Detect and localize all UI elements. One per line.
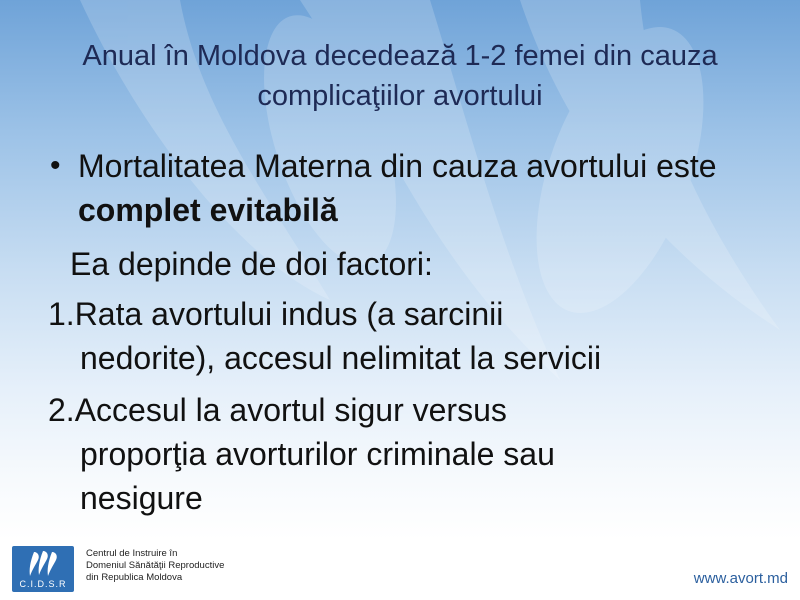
- item-2-line-1: Accesul la avortul sigur versus: [74, 392, 507, 428]
- item-2-line-2: proporţia avorturilor criminale sau: [80, 436, 555, 472]
- bullet-icon: •: [50, 149, 61, 182]
- item-2-number: 2.: [48, 392, 75, 428]
- org-line-2: Domeniul Sănătăţii Reproductive: [86, 560, 225, 571]
- item-2-line-3: nesigure: [80, 480, 203, 516]
- item-1-line-1: Rata avortului indus (a sarcinii: [74, 296, 504, 332]
- numbered-item-2: [48, 388, 788, 520]
- website-link[interactable]: www.avort.md: [693, 570, 788, 587]
- logo-text: C.I.D.S.R: [19, 579, 67, 589]
- org-line-1: Centrul de Instruire în: [86, 548, 178, 559]
- org-line-3: din Republica Moldova: [86, 572, 183, 583]
- slide-title: Anual în Moldova decedează 1-2 femei din cauza complicaţiilor avortului: [82, 40, 718, 112]
- item-1-line-2: nedorite), accesul nelimitat la servicii: [80, 340, 602, 376]
- organization-name: [86, 548, 224, 584]
- paragraph-factors-intro: Ea depinde de doi factori:: [70, 246, 433, 282]
- mortality-emphasis: complet evitabilă: [78, 192, 338, 228]
- item-1-number: 1.: [48, 296, 75, 332]
- footer: [0, 540, 800, 600]
- mortality-text: Mortalitatea Materna din cauza avortului este: [78, 148, 717, 184]
- cidsr-logo: [12, 546, 74, 592]
- paragraph-mortality: [78, 144, 778, 232]
- numbered-item-1: [48, 292, 788, 380]
